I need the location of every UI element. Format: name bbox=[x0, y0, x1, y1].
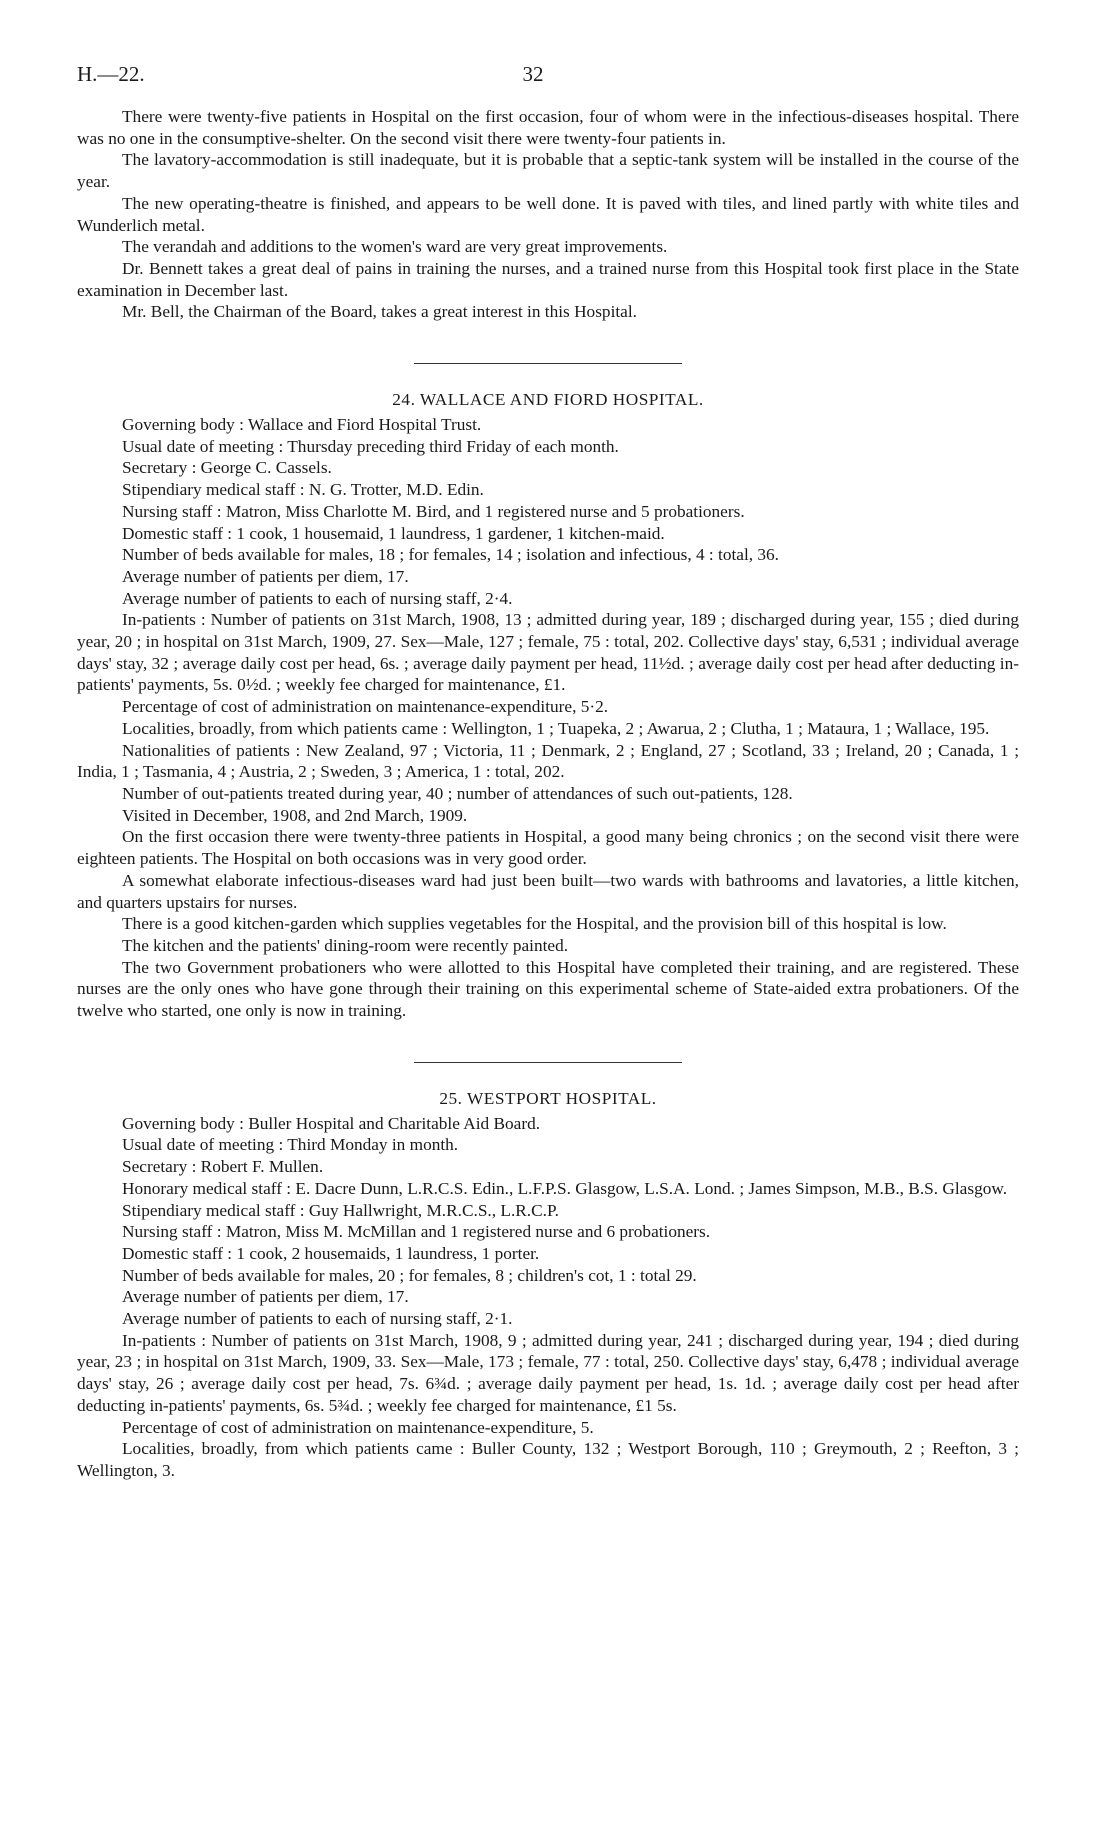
paragraph: Domestic staff : 1 cook, 2 housemaids, 1 laundress, 1 porter. bbox=[122, 1243, 540, 1263]
paragraph: On the first occasion there were twenty-three patients in Hospital, a good many being chronics ; on the second visit there were eighteen patients. The Hospital on both occasions was in very good order. bbox=[77, 827, 1019, 869]
paragraph: Average number of patients to each of nursing staff, 2·4. bbox=[122, 588, 513, 608]
paragraph: Localities, broadly, from which patients came : Buller County, 132 ; Westport Borough, 110 ; Greymouth, 2 ; Reefton, 3 ; Wellington, 3. bbox=[77, 1439, 1019, 1480]
paragraph: The verandah and additions to the women's ward are very great improvements. bbox=[122, 237, 668, 257]
hospital-section-westport bbox=[77, 1113, 1019, 1482]
paragraph: Usual date of meeting : Third Monday in month. bbox=[122, 1135, 459, 1155]
page-number: 32 bbox=[522, 62, 544, 86]
paragraph: Average number of patients per diem, 17. bbox=[122, 566, 409, 586]
paragraph: Average number of patients per diem, 17. bbox=[122, 1287, 409, 1307]
paragraph: Number of out-patients treated during year, 40 ; number of attendances of such out-patients, 128. bbox=[122, 783, 793, 803]
paragraph: Governing body : Wallace and Fiord Hospital Trust. bbox=[122, 415, 482, 435]
paragraph: In-patients : Number of patients on 31st March, 1908, 13 ; admitted during year, 189 ; discharged during year, 155 ; died during year, 20 ; in hospital on 31st March, 1909, 27. Sex—Male, 127 ; female, 75 : total, 202. Collective days' stay, 6,531 ; individual average days' stay, 32 ; average daily cost per head, 6s. ; average daily payment per head, 11½d. ; average daily cost per head after deducting in-patients' payments, 5s. 0½d. ; weekly fee charged for maintenance, £1. bbox=[77, 610, 1019, 695]
section-heading: 25. WESTPORT HOSPITAL. bbox=[439, 1088, 657, 1108]
paragraph: Secretary : Robert F. Mullen. bbox=[122, 1157, 324, 1177]
paragraph: Governing body : Buller Hospital and Charitable Aid Board. bbox=[122, 1113, 541, 1133]
intro-section bbox=[77, 106, 1019, 323]
paragraph: Domestic staff : 1 cook, 1 housemaid, 1 laundress, 1 gardener, 1 kitchen-maid. bbox=[122, 523, 665, 543]
paragraph: Stipendiary medical staff : Guy Hallwright, M.R.C.S., L.R.C.P. bbox=[122, 1200, 559, 1220]
paragraph: Visited in December, 1908, and 2nd March, 1909. bbox=[122, 805, 468, 825]
paragraph: The two Government probationers who were allotted to this Hospital have completed their training, and are registered. These nurses are the only ones who have gone through their training on this experimental scheme of State-aided extra probationers. Of the twelve who started, one only is now in training. bbox=[77, 957, 1019, 1021]
paragraph: Mr. Bell, the Chairman of the Board, takes a great interest in this Hospital. bbox=[122, 302, 637, 322]
paragraph: The new operating-theatre is finished, and appears to be well done. It is paved with tiles, and lined partly with white tiles and Wunderlich metal. bbox=[77, 193, 1019, 235]
paragraph: Localities, broadly, from which patients came : Wellington, 1 ; Tuapeka, 2 ; Awarua, 2 ; Clutha, 1 ; Mataura, 1 ; Wallace, 195. bbox=[122, 718, 990, 738]
paragraph: Usual date of meeting : Thursday preceding third Friday of each month. bbox=[122, 436, 619, 456]
paragraph: Honorary medical staff : E. Dacre Dunn, L.R.C.S. Edin., L.F.P.S. Glasgow, L.S.A. Lond. ; James Simpson, M.B., B.S. Glasgow. bbox=[122, 1178, 1008, 1198]
paragraph: A somewhat elaborate infectious-diseases ward had just been built—two wards with bathrooms and lavatories, a little kitchen, and quarters upstairs for nurses. bbox=[77, 870, 1019, 912]
paragraph: Average number of patients to each of nursing staff, 2·1. bbox=[122, 1309, 513, 1329]
paragraph: Percentage of cost of administration on maintenance-expenditure, 5. bbox=[122, 1417, 594, 1437]
section-divider bbox=[414, 363, 682, 364]
paragraph: Nursing staff : Matron, Miss M. McMillan and 1 registered nurse and 6 probationers. bbox=[122, 1222, 711, 1242]
paragraph: Stipendiary medical staff : N. G. Trotter, M.D. Edin. bbox=[122, 480, 484, 500]
paragraph: Number of beds available for males, 18 ; for females, 14 ; isolation and infectious, 4 : total, 36. bbox=[122, 545, 779, 565]
section-divider bbox=[414, 1062, 682, 1063]
page-header bbox=[77, 62, 1019, 106]
hospital-section-wallace-fiord bbox=[77, 414, 1019, 1022]
paragraph: Nursing staff : Matron, Miss Charlotte M. Bird, and 1 registered nurse and 5 probationers. bbox=[122, 501, 745, 521]
paragraph: In-patients : Number of patients on 31st March, 1908, 9 ; admitted during year, 241 ; discharged during year, 194 ; died during year, 23 ; in hospital on 31st March, 1909, 33. Sex—Male, 173 ; female, 77 : total, 250. Collective days' stay, 6,478 ; individual average days' stay, 26 ; average daily cost per head, 7s. 6¾d. ; average daily payment per head, 1s. 1d. ; average daily cost per head after deducting in-patients' payments, 6s. 5¾d. ; weekly fee charged for maintenance, £1 5s. bbox=[77, 1330, 1019, 1415]
paragraph: Secretary : George C. Cassels. bbox=[122, 458, 332, 478]
paragraph: The kitchen and the patients' dining-room were recently painted. bbox=[122, 935, 569, 955]
section-heading: 24. WALLACE AND FIORD HOSPITAL. bbox=[392, 390, 704, 410]
paragraph: Number of beds available for males, 20 ; for females, 8 ; children's cot, 1 : total 29. bbox=[122, 1265, 697, 1285]
paragraph: There were twenty-five patients in Hospital on the first occasion, four of whom were in the infectious-diseases hospital. There was no one in the consumptive-shelter. On the second visit there were twenty-four patients in. bbox=[77, 107, 1019, 148]
report-reference: H.—22. bbox=[77, 62, 145, 86]
paragraph: Nationalities of patients : New Zealand, 97 ; Victoria, 11 ; Denmark, 2 ; England, 27 ; Scotland, 33 ; Ireland, 20 ; Canada, 1 ; India, 1 ; Tasmania, 4 ; Austria, 2 ; Sweden, 3 ; America, 1 : total, 202. bbox=[77, 740, 1019, 782]
paragraph: Percentage of cost of administration on maintenance-expenditure, 5·2. bbox=[122, 697, 609, 717]
paragraph: The lavatory-accommodation is still inadequate, but it is probable that a septic-tank system will be installed in the course of the year. bbox=[77, 150, 1019, 192]
paragraph: There is a good kitchen-garden which supplies vegetables for the Hospital, and the provision bill of this hospital is low. bbox=[122, 914, 947, 934]
paragraph: Dr. Bennett takes a great deal of pains in training the nurses, and a trained nurse from this Hospital took first place in the State examination in December last. bbox=[77, 258, 1019, 300]
